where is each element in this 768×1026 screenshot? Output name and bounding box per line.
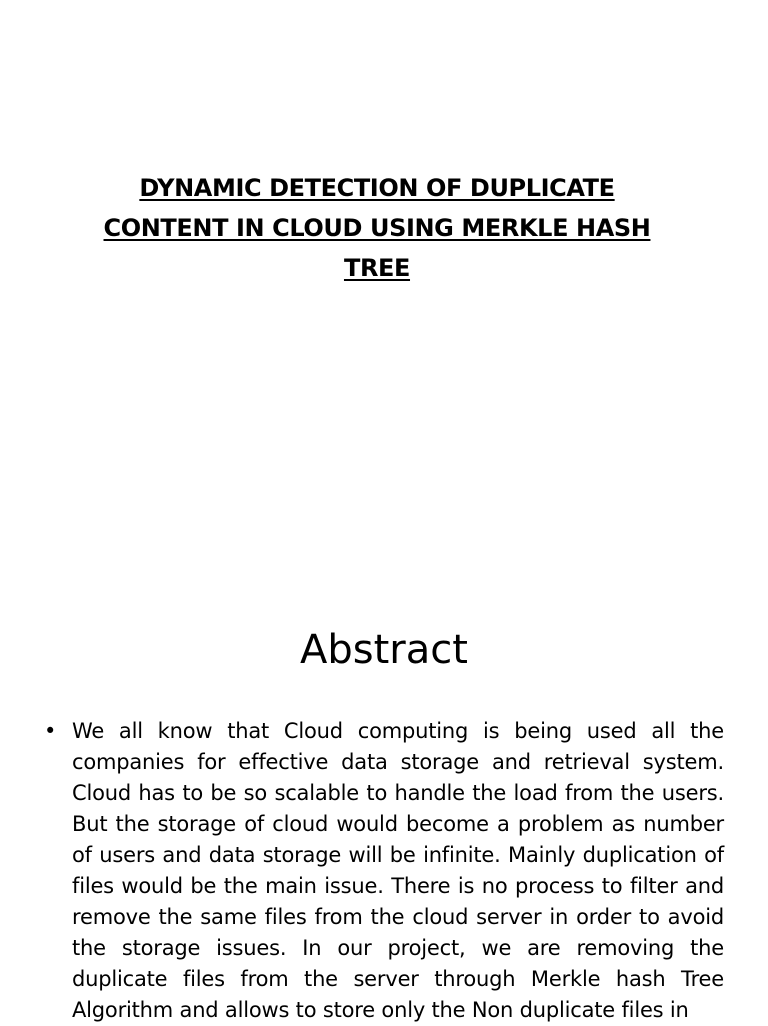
abstract-slide [0,576,768,1024]
abstract-heading: Abstract [300,627,468,673]
bullet-icon: • [44,719,57,743]
abstract-text: We all know that Cloud computing is being used all the companies for effective data storage and retrieval system. Cloud has to be so scalable to handle the load from the users. But the storage of cloud would become a problem as number of users and data storage will be infinite. Mainly duplication of files would be the main issue. There is no process to filter and remove the same files from the cloud server in order to avoid the storage issues. In our project, we are removing the duplicate files from the server through Merkle hash Tree Algorithm and allows to store only the Non duplicate files in [72,719,724,1022]
presentation-title: DYNAMIC DETECTION OF DUPLICATE CONTENT IN CLOUD USING MERKLE HASH TREE [103,174,651,282]
abstract-bullet-list [44,716,724,1026]
abstract-bullet [44,716,724,1026]
